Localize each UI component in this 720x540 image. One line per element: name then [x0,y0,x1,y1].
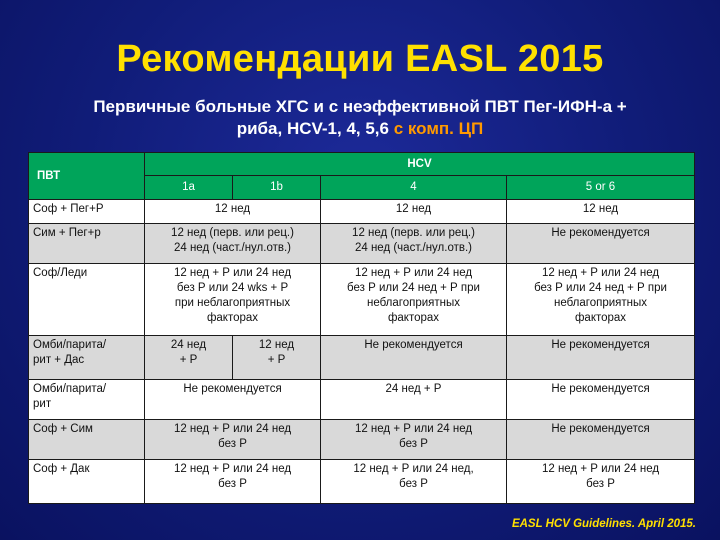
cell-line: 12 нед + Р или 24 нед [173,267,292,279]
regimen-cell: Соф + Сим [29,420,145,460]
table-row [29,420,695,460]
regimen-cell [29,336,145,380]
genotype-4-cell [321,460,507,504]
cell-line: + Р [179,354,198,366]
cell-line: Омби/парита/ [33,339,107,351]
cell-line: рит [33,398,52,410]
cell-line: 24 нед (част./нул.отв.) [354,242,473,254]
cell-line: Омби/парита/ [33,383,107,395]
genotype-1-cell [145,460,321,504]
recommendations-table [28,152,695,504]
genotype-5-6-cell: Не рекомендуется [507,224,695,264]
cell-line: 12 нед + Р или 24 нед [173,423,292,435]
regimen-cell: Соф + Дак [29,460,145,504]
cell-line: 12 нед [258,339,295,351]
cell-line: при неблагоприятных [174,297,291,309]
cell-line: без Р [399,438,428,450]
regimen-cell: Соф/Леди [29,264,145,336]
cell-line: 12 нед + Р или 24 нед [541,463,660,475]
header-hcv: HCV [145,153,695,176]
genotype-1-cell [145,420,321,460]
cell-line: рит + Дас [33,354,85,366]
genotype-5-6-cell: Не рекомендуется [507,336,695,380]
regimen-cell: Сим + Пег+р [29,224,145,264]
table-row [29,460,695,504]
cell-line: без Р [586,478,615,490]
subtitle-highlight: с комп. ЦП [393,119,484,138]
genotype-5-6-cell [507,460,695,504]
cell-line: без Р [218,438,247,450]
cell-line: 24 нед [170,339,207,351]
cell-line: неблагоприятных [553,297,648,309]
genotype-4-cell [321,420,507,460]
genotype-4-cell [321,264,507,336]
cell-line: факторах [387,312,440,324]
cell-line: без Р [399,478,428,490]
genotype-4-cell: 24 нед + Р [321,380,507,420]
table-row [29,224,695,264]
header-pvt: ПВТ [29,153,145,200]
header-genotype-4: 4 [321,176,507,200]
cell-line: + Р [267,354,286,366]
genotype-5-6-cell: Не рекомендуется [507,380,695,420]
header-genotype-1b: 1b [233,176,321,200]
genotype-4-cell [321,224,507,264]
genotype-1a-cell [145,336,233,380]
cell-line: без Р или 24 wks + Р [176,282,289,294]
table-row [29,264,695,336]
subtitle-line-2: риба, HCV-1, 4, 5,6 [236,119,394,138]
cell-line: 12 нед (перв. или рец.) [171,227,294,239]
cell-line: 24 нед (част./нул.отв.) [173,242,292,254]
genotype-1-cell: Не рекомендуется [145,380,321,420]
genotype-4-cell: Не рекомендуется [321,336,507,380]
header-genotype-1a: 1a [145,176,233,200]
slide-subtitle [20,96,700,140]
slide-title: Рекомендации EASL 2015 [116,38,604,80]
cell-line: 12 нед + Р или 24 нед [541,267,660,279]
cell-line: факторах [206,312,259,324]
table-row [29,200,695,224]
reference-citation: EASL HCV Guidelines. April 2015. [511,518,696,530]
genotype-1-cell: 12 нед [145,200,321,224]
regimen-cell: Соф + Пег+Р [29,200,145,224]
genotype-4-cell: 12 нед [321,200,507,224]
cell-line: 12 нед + Р или 24 нед, [353,463,474,475]
header-genotype-5-6: 5 or 6 [507,176,695,200]
genotype-5-6-cell [507,264,695,336]
cell-line: без Р или 24 нед + Р при [347,282,480,294]
genotype-1-cell [145,224,321,264]
genotype-5-6-cell: 12 нед [507,200,695,224]
cell-line: 12 нед + Р или 24 нед [354,267,473,279]
genotype-5-6-cell: Не рекомендуется [507,420,695,460]
regimen-cell [29,380,145,420]
subtitle-line-1: Первичные больные ХГС и с неэффективной ПВТ Пег-ИФН-а + [93,97,627,116]
genotype-1b-cell [233,336,321,380]
cell-line: 12 нед (перв. или рец.) [352,227,475,239]
table-row [29,336,695,380]
cell-line: факторах [574,312,627,324]
cell-line: 12 нед + Р или 24 нед [173,463,292,475]
cell-line: без Р [218,478,247,490]
cell-line: без Р или 24 нед + Р при [534,282,667,294]
table-row [29,380,695,420]
cell-line: неблагоприятных [366,297,461,309]
cell-line: 12 нед + Р или 24 нед [354,423,473,435]
genotype-1-cell [145,264,321,336]
